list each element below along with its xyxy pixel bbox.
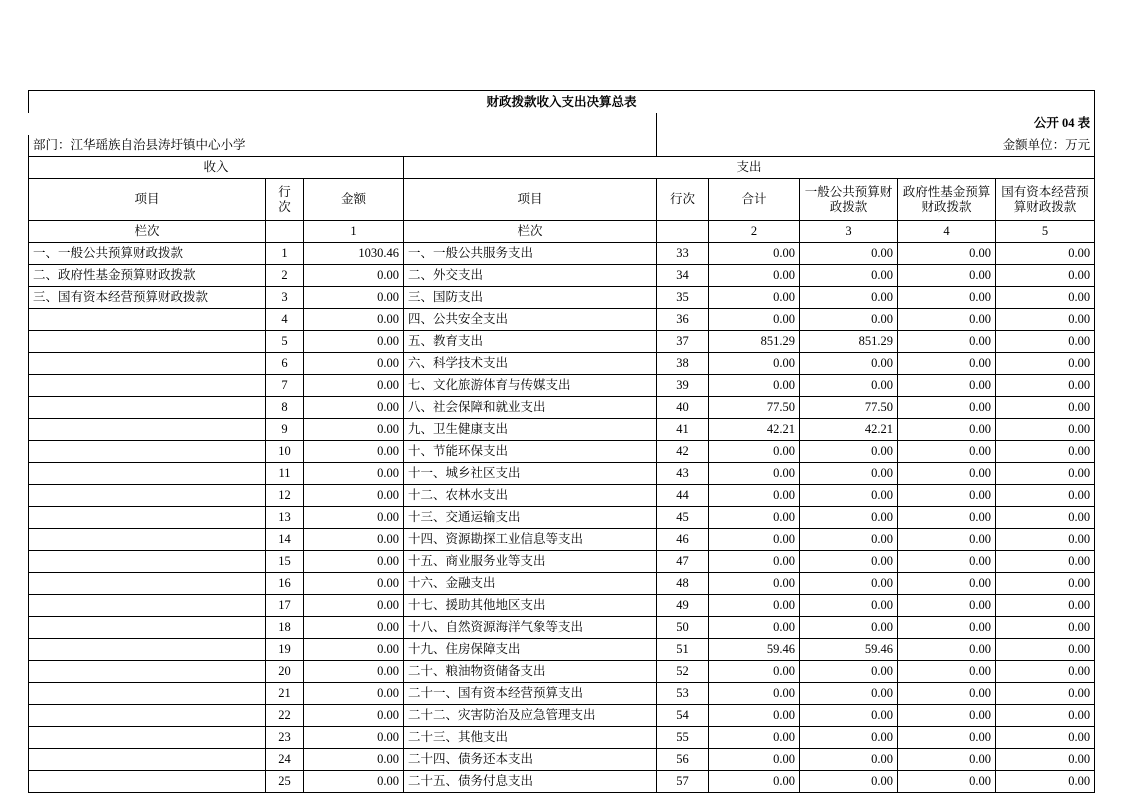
income-rowno: 23 <box>266 727 304 749</box>
expense-item: 六、科学技术支出 <box>404 353 657 375</box>
income-amount: 0.00 <box>304 661 404 683</box>
expense-gp: 0.00 <box>800 529 898 551</box>
expense-gp: 0.00 <box>800 749 898 771</box>
expense-gp: 0.00 <box>800 573 898 595</box>
income-item <box>29 397 266 419</box>
expense-rowno: 36 <box>657 309 709 331</box>
income-rowno: 17 <box>266 595 304 617</box>
expense-sc: 0.00 <box>996 661 1095 683</box>
income-rowno: 14 <box>266 529 304 551</box>
expense-gf: 0.00 <box>898 353 996 375</box>
income-item <box>29 771 266 793</box>
expense-sc: 0.00 <box>996 309 1095 331</box>
table-row <box>29 771 1095 793</box>
expense-item: 三、国防支出 <box>404 287 657 309</box>
income-rowno: 25 <box>266 771 304 793</box>
table-row <box>29 661 1095 683</box>
income-amount: 0.00 <box>304 463 404 485</box>
expense-sc: 0.00 <box>996 529 1095 551</box>
expense-gf: 0.00 <box>898 639 996 661</box>
income-item <box>29 309 266 331</box>
income-rowno: 20 <box>266 661 304 683</box>
expense-rowno: 45 <box>657 507 709 529</box>
expense-total: 0.00 <box>709 265 800 287</box>
expense-gf: 0.00 <box>898 529 996 551</box>
expense-sc: 0.00 <box>996 243 1095 265</box>
expense-column-2: 2 <box>709 221 800 243</box>
expense-gp: 59.46 <box>800 639 898 661</box>
expense-gp: 0.00 <box>800 617 898 639</box>
expense-rowno: 40 <box>657 397 709 419</box>
income-item <box>29 463 266 485</box>
expense-sc: 0.00 <box>996 551 1095 573</box>
expense-item: 七、文化旅游体育与传媒支出 <box>404 375 657 397</box>
expense-rowno: 42 <box>657 441 709 463</box>
expense-rowno: 39 <box>657 375 709 397</box>
expense-item: 二、外交支出 <box>404 265 657 287</box>
income-rowno: 15 <box>266 551 304 573</box>
income-section-header: 收入 <box>29 157 404 179</box>
income-column-blank <box>266 221 304 243</box>
income-rowno: 3 <box>266 287 304 309</box>
income-rowno: 9 <box>266 419 304 441</box>
expense-rowno: 35 <box>657 287 709 309</box>
expense-gf: 0.00 <box>898 507 996 529</box>
expense-gp: 0.00 <box>800 441 898 463</box>
income-rowno: 24 <box>266 749 304 771</box>
expense-gp: 0.00 <box>800 463 898 485</box>
header-expense-item: 项目 <box>404 179 657 221</box>
income-amount: 0.00 <box>304 595 404 617</box>
table-row <box>29 463 1095 485</box>
income-item <box>29 749 266 771</box>
expense-rowno: 55 <box>657 727 709 749</box>
income-amount: 0.00 <box>304 529 404 551</box>
table-row <box>29 749 1095 771</box>
column-number-row <box>29 221 1095 243</box>
expense-sc: 0.00 <box>996 419 1095 441</box>
table-row <box>29 397 1095 419</box>
expense-sc: 0.00 <box>996 265 1095 287</box>
expense-rowno: 49 <box>657 595 709 617</box>
page-title: 财政拨款收入支出决算总表 <box>29 91 1095 113</box>
expense-gf: 0.00 <box>898 441 996 463</box>
income-amount: 0.00 <box>304 749 404 771</box>
income-item <box>29 331 266 353</box>
budget-report-table <box>28 90 1095 793</box>
expense-gf: 0.00 <box>898 771 996 793</box>
title-row <box>29 91 1095 113</box>
income-amount: 1030.46 <box>304 243 404 265</box>
income-rowno: 2 <box>266 265 304 287</box>
table-row <box>29 617 1095 639</box>
expense-gf: 0.00 <box>898 485 996 507</box>
income-amount: 0.00 <box>304 727 404 749</box>
income-amount: 0.00 <box>304 683 404 705</box>
expense-gf: 0.00 <box>898 309 996 331</box>
expense-total: 0.00 <box>709 771 800 793</box>
table-row <box>29 529 1095 551</box>
expense-gp: 0.00 <box>800 287 898 309</box>
income-rowno: 4 <box>266 309 304 331</box>
expense-total: 0.00 <box>709 309 800 331</box>
expense-item: 十七、援助其他地区支出 <box>404 595 657 617</box>
spacer-left <box>29 113 657 135</box>
table-row <box>29 595 1095 617</box>
expense-gp: 0.00 <box>800 683 898 705</box>
expense-column-3: 3 <box>800 221 898 243</box>
expense-item: 十九、住房保障支出 <box>404 639 657 661</box>
expense-total: 0.00 <box>709 617 800 639</box>
income-item <box>29 617 266 639</box>
expense-rowno: 53 <box>657 683 709 705</box>
expense-total: 0.00 <box>709 463 800 485</box>
expense-sc: 0.00 <box>996 617 1095 639</box>
income-item <box>29 419 266 441</box>
expense-total: 0.00 <box>709 727 800 749</box>
income-item <box>29 573 266 595</box>
income-amount: 0.00 <box>304 573 404 595</box>
expense-gp: 0.00 <box>800 375 898 397</box>
header-general-public-budget: 一般公共预算财政拨款 <box>800 179 898 221</box>
column-header-row <box>29 179 1095 221</box>
expense-item: 二十一、国有资本经营预算支出 <box>404 683 657 705</box>
expense-item: 十一、城乡社区支出 <box>404 463 657 485</box>
expense-rowno: 48 <box>657 573 709 595</box>
income-item: 三、国有资本经营预算财政拨款 <box>29 287 266 309</box>
expense-total: 77.50 <box>709 397 800 419</box>
expense-gp: 0.00 <box>800 727 898 749</box>
expense-item: 二十二、灾害防治及应急管理支出 <box>404 705 657 727</box>
income-rowno: 16 <box>266 573 304 595</box>
expense-total: 0.00 <box>709 441 800 463</box>
income-rowno: 21 <box>266 683 304 705</box>
expense-sc: 0.00 <box>996 727 1095 749</box>
expense-rowno: 47 <box>657 551 709 573</box>
expense-item: 十八、自然资源海洋气象等支出 <box>404 617 657 639</box>
public-form-number: 公开 04 表 <box>657 113 1095 135</box>
expense-item: 二十五、债务付息支出 <box>404 771 657 793</box>
expense-rowno: 50 <box>657 617 709 639</box>
expense-gf: 0.00 <box>898 617 996 639</box>
expense-gf: 0.00 <box>898 727 996 749</box>
expense-total: 0.00 <box>709 375 800 397</box>
expense-gf: 0.00 <box>898 287 996 309</box>
expense-gf: 0.00 <box>898 749 996 771</box>
expense-total: 0.00 <box>709 485 800 507</box>
header-expense-total: 合计 <box>709 179 800 221</box>
form-number-row <box>29 113 1095 135</box>
expense-item: 八、社会保障和就业支出 <box>404 397 657 419</box>
expense-total: 0.00 <box>709 705 800 727</box>
table-row <box>29 727 1095 749</box>
income-item <box>29 529 266 551</box>
income-item: 二、政府性基金预算财政拨款 <box>29 265 266 287</box>
income-rowno: 5 <box>266 331 304 353</box>
expense-rowno: 46 <box>657 529 709 551</box>
expense-item: 九、卫生健康支出 <box>404 419 657 441</box>
expense-sc: 0.00 <box>996 595 1095 617</box>
department-label: 部门：江华瑶族自治县涛圩镇中心小学 <box>29 135 657 157</box>
table-row <box>29 507 1095 529</box>
expense-gp: 77.50 <box>800 397 898 419</box>
income-amount: 0.00 <box>304 705 404 727</box>
expense-gp: 0.00 <box>800 551 898 573</box>
table-row <box>29 331 1095 353</box>
expense-gf: 0.00 <box>898 419 996 441</box>
expense-total: 851.29 <box>709 331 800 353</box>
expense-item: 十五、商业服务业等支出 <box>404 551 657 573</box>
expense-total: 0.00 <box>709 595 800 617</box>
expense-sc: 0.00 <box>996 749 1095 771</box>
expense-item: 一、一般公共服务支出 <box>404 243 657 265</box>
expense-sc: 0.00 <box>996 441 1095 463</box>
expense-gf: 0.00 <box>898 551 996 573</box>
table-row <box>29 683 1095 705</box>
expense-sc: 0.00 <box>996 287 1095 309</box>
expense-rowno: 34 <box>657 265 709 287</box>
income-rowno: 18 <box>266 617 304 639</box>
expense-sc: 0.00 <box>996 705 1095 727</box>
table-row <box>29 485 1095 507</box>
expense-total: 0.00 <box>709 573 800 595</box>
income-rowno: 22 <box>266 705 304 727</box>
income-rowno: 19 <box>266 639 304 661</box>
expense-gp: 0.00 <box>800 265 898 287</box>
expense-rowno: 37 <box>657 331 709 353</box>
expense-sc: 0.00 <box>996 771 1095 793</box>
table-row <box>29 287 1095 309</box>
table-row <box>29 551 1095 573</box>
expense-column-blank <box>657 221 709 243</box>
expense-total: 0.00 <box>709 507 800 529</box>
income-item <box>29 441 266 463</box>
income-column-1: 1 <box>304 221 404 243</box>
expense-gf: 0.00 <box>898 463 996 485</box>
expense-column-5: 5 <box>996 221 1095 243</box>
expense-rowno: 57 <box>657 771 709 793</box>
income-item <box>29 661 266 683</box>
table-row <box>29 265 1095 287</box>
income-rowno: 1 <box>266 243 304 265</box>
header-income-item: 项目 <box>29 179 266 221</box>
expense-gf: 0.00 <box>898 595 996 617</box>
expense-gp: 0.00 <box>800 507 898 529</box>
income-amount: 0.00 <box>304 507 404 529</box>
expense-rowno: 56 <box>657 749 709 771</box>
expense-sc: 0.00 <box>996 331 1095 353</box>
income-amount: 0.00 <box>304 771 404 793</box>
expense-total: 0.00 <box>709 551 800 573</box>
expense-section-header: 支出 <box>404 157 1095 179</box>
expense-column-4: 4 <box>898 221 996 243</box>
expense-gf: 0.00 <box>898 705 996 727</box>
expense-rowno: 38 <box>657 353 709 375</box>
amount-unit-label: 金额单位：万元 <box>657 135 1095 157</box>
expense-sc: 0.00 <box>996 463 1095 485</box>
expense-sc: 0.00 <box>996 375 1095 397</box>
income-amount: 0.00 <box>304 639 404 661</box>
expense-total: 59.46 <box>709 639 800 661</box>
income-item <box>29 551 266 573</box>
expense-column-label: 栏次 <box>404 221 657 243</box>
income-rowno: 8 <box>266 397 304 419</box>
expense-total: 42.21 <box>709 419 800 441</box>
expense-gp: 42.21 <box>800 419 898 441</box>
expense-rowno: 43 <box>657 463 709 485</box>
table-row <box>29 309 1095 331</box>
table-row <box>29 243 1095 265</box>
header-income-rowno: 行 次 <box>266 179 304 221</box>
income-item <box>29 485 266 507</box>
expense-sc: 0.00 <box>996 683 1095 705</box>
expense-total: 0.00 <box>709 243 800 265</box>
report-page <box>28 90 1094 793</box>
expense-gf: 0.00 <box>898 265 996 287</box>
income-amount: 0.00 <box>304 331 404 353</box>
expense-gf: 0.00 <box>898 243 996 265</box>
table-row <box>29 353 1095 375</box>
expense-rowno: 44 <box>657 485 709 507</box>
income-rowno: 11 <box>266 463 304 485</box>
income-amount: 0.00 <box>304 375 404 397</box>
expense-sc: 0.00 <box>996 353 1095 375</box>
income-item <box>29 375 266 397</box>
section-header-row <box>29 157 1095 179</box>
header-gov-fund-budget: 政府性基金预算财政拨款 <box>898 179 996 221</box>
income-item <box>29 705 266 727</box>
income-item <box>29 683 266 705</box>
header-state-capital-budget: 国有资本经营预算财政拨款 <box>996 179 1095 221</box>
expense-rowno: 41 <box>657 419 709 441</box>
expense-total: 0.00 <box>709 287 800 309</box>
expense-gp: 0.00 <box>800 309 898 331</box>
expense-gf: 0.00 <box>898 683 996 705</box>
expense-gf: 0.00 <box>898 331 996 353</box>
income-amount: 0.00 <box>304 485 404 507</box>
expense-gp: 851.29 <box>800 331 898 353</box>
income-rowno: 13 <box>266 507 304 529</box>
expense-rowno: 52 <box>657 661 709 683</box>
expense-item: 十六、金融支出 <box>404 573 657 595</box>
income-rowno: 7 <box>266 375 304 397</box>
expense-gp: 0.00 <box>800 771 898 793</box>
income-item <box>29 727 266 749</box>
expense-gp: 0.00 <box>800 705 898 727</box>
income-amount: 0.00 <box>304 397 404 419</box>
income-rowno: 12 <box>266 485 304 507</box>
expense-total: 0.00 <box>709 661 800 683</box>
income-item <box>29 353 266 375</box>
expense-item: 十、节能环保支出 <box>404 441 657 463</box>
expense-sc: 0.00 <box>996 573 1095 595</box>
table-row <box>29 441 1095 463</box>
income-amount: 0.00 <box>304 617 404 639</box>
header-expense-rowno: 行次 <box>657 179 709 221</box>
income-amount: 0.00 <box>304 265 404 287</box>
income-item: 一、一般公共预算财政拨款 <box>29 243 266 265</box>
expense-gf: 0.00 <box>898 573 996 595</box>
income-amount: 0.00 <box>304 309 404 331</box>
income-amount: 0.00 <box>304 287 404 309</box>
table-row <box>29 639 1095 661</box>
expense-item: 二十四、债务还本支出 <box>404 749 657 771</box>
expense-item: 十三、交通运输支出 <box>404 507 657 529</box>
expense-gp: 0.00 <box>800 595 898 617</box>
expense-gp: 0.00 <box>800 661 898 683</box>
expense-gp: 0.00 <box>800 353 898 375</box>
income-rowno: 6 <box>266 353 304 375</box>
expense-gf: 0.00 <box>898 375 996 397</box>
expense-item: 二十三、其他支出 <box>404 727 657 749</box>
income-amount: 0.00 <box>304 353 404 375</box>
expense-sc: 0.00 <box>996 507 1095 529</box>
expense-rowno: 54 <box>657 705 709 727</box>
expense-sc: 0.00 <box>996 485 1095 507</box>
table-row <box>29 705 1095 727</box>
income-item <box>29 507 266 529</box>
expense-total: 0.00 <box>709 353 800 375</box>
expense-rowno: 51 <box>657 639 709 661</box>
expense-item: 五、教育支出 <box>404 331 657 353</box>
income-column-label: 栏次 <box>29 221 266 243</box>
income-item <box>29 639 266 661</box>
expense-gf: 0.00 <box>898 661 996 683</box>
expense-rowno: 33 <box>657 243 709 265</box>
expense-item: 四、公共安全支出 <box>404 309 657 331</box>
expense-sc: 0.00 <box>996 639 1095 661</box>
expense-total: 0.00 <box>709 749 800 771</box>
expense-gp: 0.00 <box>800 485 898 507</box>
table-row <box>29 419 1095 441</box>
expense-item: 二十、粮油物资储备支出 <box>404 661 657 683</box>
expense-sc: 0.00 <box>996 397 1095 419</box>
expense-gp: 0.00 <box>800 243 898 265</box>
table-row <box>29 375 1095 397</box>
expense-item: 十二、农林水支出 <box>404 485 657 507</box>
header-income-amount: 金额 <box>304 179 404 221</box>
income-amount: 0.00 <box>304 551 404 573</box>
expense-gf: 0.00 <box>898 397 996 419</box>
expense-total: 0.00 <box>709 683 800 705</box>
table-row <box>29 573 1095 595</box>
expense-total: 0.00 <box>709 529 800 551</box>
income-amount: 0.00 <box>304 419 404 441</box>
income-item <box>29 595 266 617</box>
expense-item: 十四、资源勘探工业信息等支出 <box>404 529 657 551</box>
department-row <box>29 135 1095 157</box>
income-amount: 0.00 <box>304 441 404 463</box>
income-rowno: 10 <box>266 441 304 463</box>
